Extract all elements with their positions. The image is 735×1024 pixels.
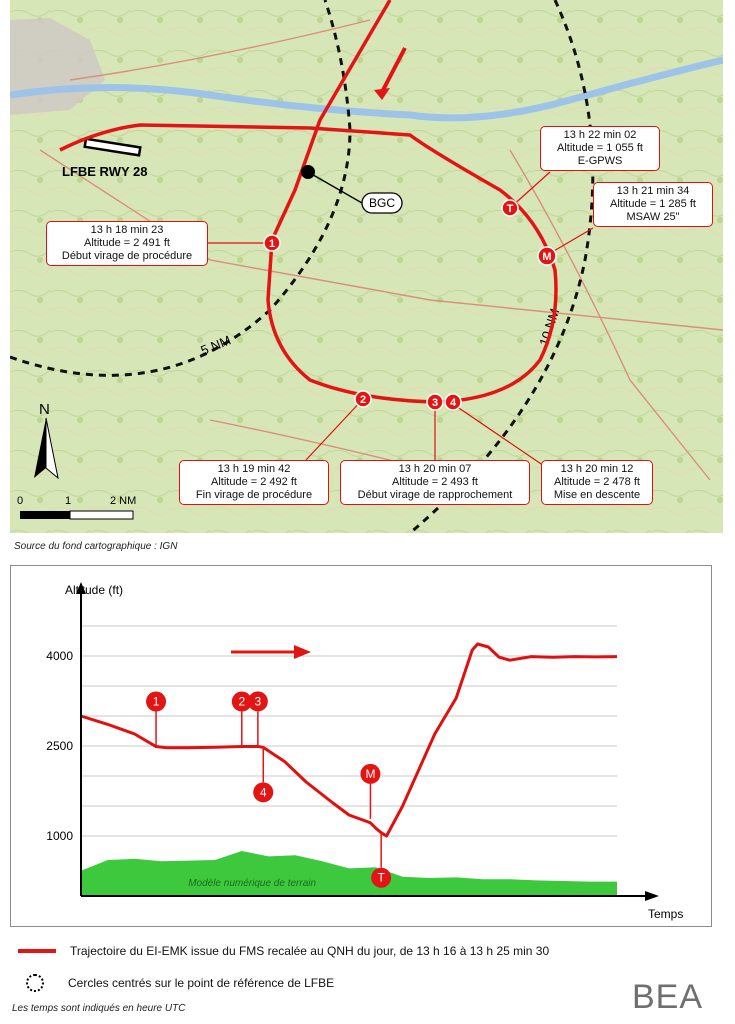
map-svg (10, 0, 723, 533)
chart-marker-label: M (365, 766, 376, 781)
callout-T (540, 126, 660, 171)
callout-3-time: 13 h 20 min 07 (398, 463, 472, 475)
map-marker-1 (264, 235, 280, 251)
legend-circle-swatch (26, 974, 44, 992)
callout-1-time: 13 h 18 min 23 (90, 224, 164, 236)
map-background (10, 0, 723, 533)
callout-3-event: Début virage de rapprochement (357, 489, 513, 501)
circle-5nm-label: 5 NM (198, 332, 233, 359)
chart-marker-label: 3 (254, 694, 262, 709)
svg-text:4: 4 (449, 397, 457, 409)
callout-M-time: 13 h 21 min 34 (616, 185, 690, 197)
bea-logo: BEA (632, 978, 704, 1016)
svg-text:3: 3 (431, 397, 439, 409)
map-marker-4 (445, 394, 461, 410)
map-panel (10, 0, 723, 533)
callout-2-altitude: Altitude = 2 492 ft (211, 476, 297, 488)
callout-4-event: Mise en descente (553, 489, 641, 501)
trajectory-series (81, 644, 617, 836)
callout-2-event: Fin virage de procédure (195, 489, 313, 501)
beacon-label: BGC (368, 196, 396, 210)
chart-marker-label: 4 (259, 785, 267, 800)
callout-T-time: 13 h 22 min 02 (563, 129, 637, 141)
map-source: Source du fond cartographique : IGN (14, 541, 178, 552)
legend-circles-text: Cercles centrés sur le point de référence de LFBE (68, 976, 335, 990)
chart-marker-label: 2 (238, 694, 246, 709)
time-note: Les temps sont indiqués en heure UTC (12, 1003, 186, 1014)
callout-M-altitude: Altitude = 1 285 ft (610, 198, 696, 210)
svg-text:T: T (506, 203, 514, 215)
map-marker-2 (355, 391, 371, 407)
svg-text:0: 0 (17, 495, 24, 507)
y-tick-label: 2500 (46, 739, 73, 753)
chart-marker-M (360, 764, 380, 819)
callout-M-event: MSAW 25" (626, 211, 680, 223)
callout-4 (541, 460, 653, 505)
map-marker-M (538, 247, 556, 265)
chart-marker-4 (253, 747, 273, 802)
map-marker-3 (427, 394, 443, 410)
legend-trajectory-text: Trajectoire du EI-EMK issue du FMS recalée au QNH du jour, de 13 h 16 à 13 h 25 min 30 (70, 944, 550, 958)
altitude-chart (10, 565, 712, 927)
y-tick-label: 1000 (46, 829, 73, 843)
legend-line-swatch (18, 949, 56, 953)
terrain-area (81, 851, 617, 896)
legend-circles (18, 974, 334, 992)
chart-marker-3 (248, 691, 268, 746)
chart-marker-T (371, 833, 391, 888)
callout-T-event: E-GPWS (577, 155, 623, 167)
svg-text:2: 2 (359, 394, 367, 406)
callout-3-altitude: Altitude = 2 493 ft (392, 476, 478, 488)
callout-1-altitude: Altitude = 2 491 ft (84, 237, 170, 249)
runway-label: LFBE RWY 28 (62, 164, 148, 179)
circle-10nm-label: 10 NM (536, 306, 563, 348)
callout-M (593, 182, 713, 227)
svg-text:M: M (542, 251, 552, 263)
legend-trajectory (18, 944, 549, 958)
callout-T-altitude: Altitude = 1 055 ft (557, 142, 643, 154)
y-axis-label: Altitude (ft) (65, 583, 124, 597)
y-tick-labels (46, 649, 73, 843)
callout-1-event: Début virage de procédure (61, 250, 193, 262)
time-direction-arrow (231, 645, 311, 659)
callout-3 (340, 460, 530, 505)
svg-text:2 NM: 2 NM (110, 495, 137, 507)
altitude-chart-svg (11, 566, 711, 926)
svg-text:1: 1 (268, 238, 276, 250)
svg-text:1: 1 (65, 495, 72, 507)
terrain-label: Modèle numérique de terrain (188, 878, 317, 889)
chart-marker-label: 1 (152, 694, 160, 709)
callout-2-time: 13 h 19 min 42 (217, 463, 291, 475)
callout-4-altitude: Altitude = 2 478 ft (554, 476, 640, 488)
x-axis-arrowhead (645, 891, 659, 901)
callout-2 (179, 460, 329, 505)
chart-axes (76, 582, 659, 901)
y-tick-label: 4000 (46, 649, 73, 663)
callout-1 (46, 221, 208, 266)
chart-marker-label: T (377, 870, 385, 885)
x-axis-label: Temps (648, 907, 684, 921)
callout-4-time: 13 h 20 min 12 (560, 463, 634, 475)
svg-text:N: N (39, 401, 50, 418)
map-marker-T (502, 200, 518, 216)
chart-marker-1 (146, 692, 166, 747)
